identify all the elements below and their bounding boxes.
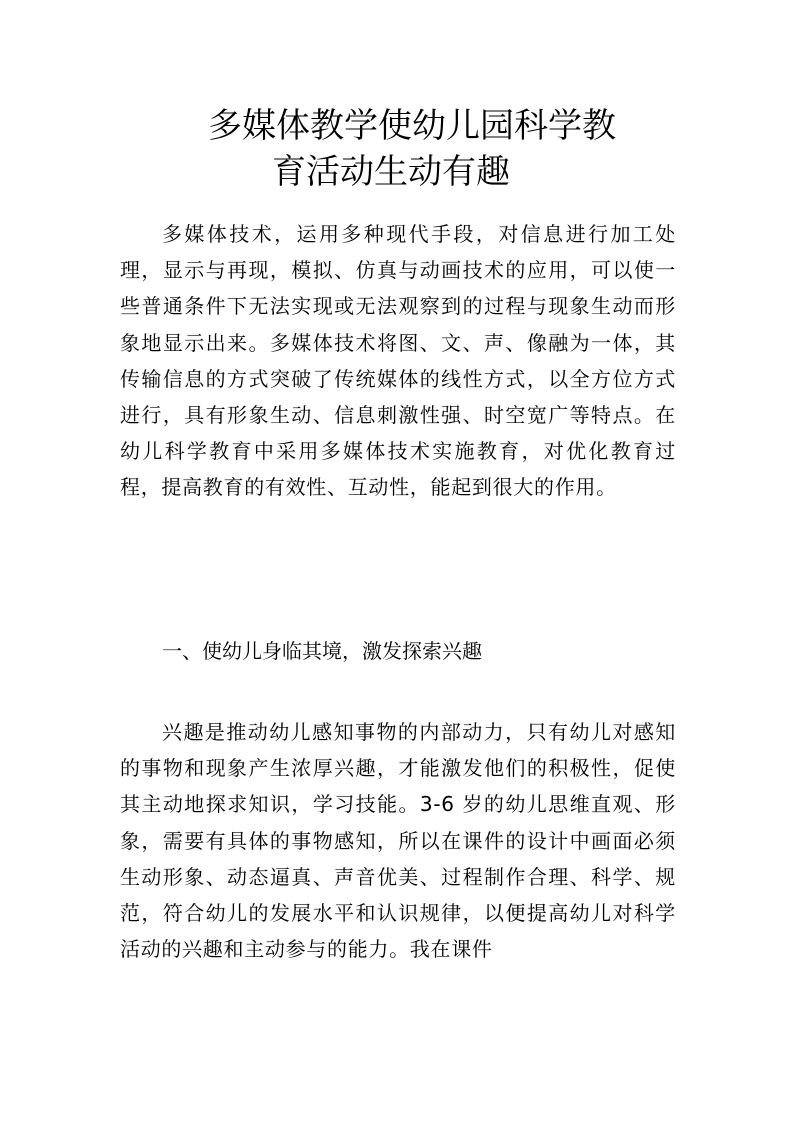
title-line-1: 多媒体教学使幼儿园科学教: [208, 106, 616, 146]
title-line-2: 育活动生动有趣: [272, 152, 510, 192]
section-heading: 一、使幼儿身临其境，激发探索兴趣: [162, 639, 482, 663]
body-paragraph: 兴趣是推动幼儿感知事物的内部动力，只有幼儿对感知的事物和现象产生浓厚兴趣，才能激发他们的积极性，促使其主动地探求知识，学习技能。3-6 岁的幼儿思维直观、形象，需要有具体的事物感知，所以在课件的设计中画面必须生动形象、动态逼真、声音优美、过程制作合理、科学、规范，符合幼儿的发展水平和认识规律，以便提高幼儿对科学活动的兴趣和主动参与的能力。我在课件: [120, 720, 676, 962]
intro-paragraph: 多媒体技术，运用多种现代手段，对信息进行加工处理，显示与再现，模拟、仿真与动画技术的应用，可以使一些普通条件下无法实现或无法观察到的过程与现象生动而形象地显示出来。多媒体技术将图、文、声、像融为一体，其传输信息的方式突破了传统媒体的线性方式，以全方位方式进行，具有形象生动、信息刺激性强、时空宽广等特点。在幼儿科学教育中采用多媒体技术实施教育，对优化教育过程，提高教育的有效性、互动性，能起到很大的作用。: [120, 222, 676, 500]
